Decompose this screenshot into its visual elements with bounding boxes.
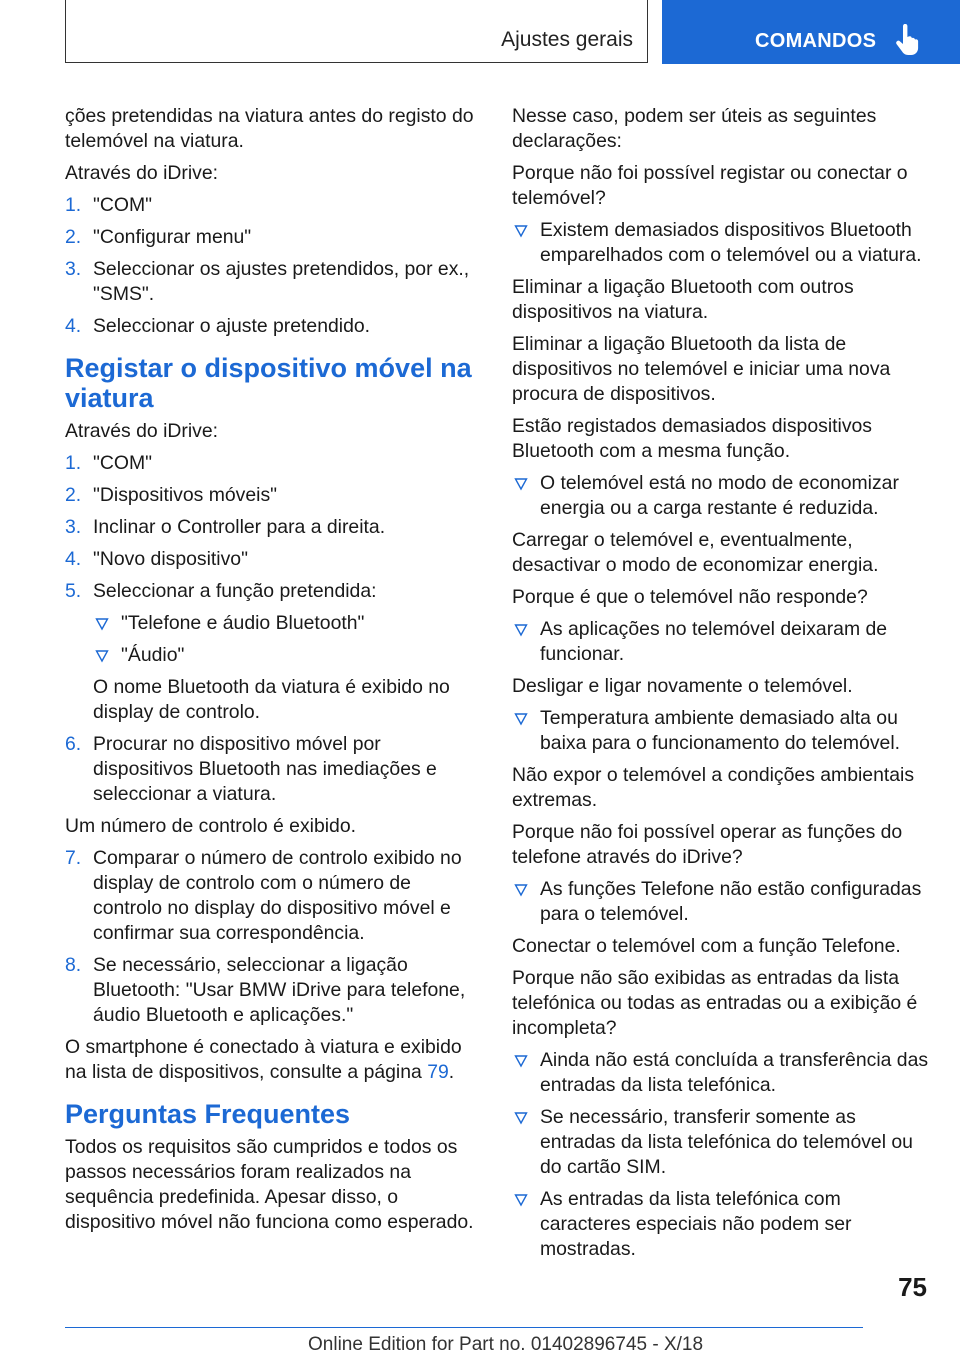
list-item [65,515,483,540]
step-text: Seleccionar a função pretendida: [93,580,377,602]
list-item [65,314,483,339]
step5-options [93,611,483,725]
step-number: 8. [65,954,82,976]
step-note: Um número de controlo é exibido. [65,815,357,837]
triangle-bullet-icon [514,712,528,726]
list-item [65,732,483,807]
chapter-tab [662,0,960,64]
list-item [512,706,930,756]
list-item [65,547,483,572]
step-text: Seleccionar o ajuste pretendido. [93,315,371,337]
intro-paragraph: ções pretendidas na viatura antes do registo do telemóvel na viatura. [65,105,474,152]
section-title: Ajustes gerais [501,28,633,51]
step-text: Comparar o número de controlo exibido no display de controlo com o número de controlo no display do dispositivo móvel e confirmar sua correspondência. [93,847,462,944]
step-text: Procurar no dispositivo móvel por dispositivos Bluetooth nas imediações e seleccionar a viatura. [93,733,437,805]
step-number: 4. [65,548,82,570]
faq-question: Porque não foi possível operar as funções do telefone através do iDrive? [512,821,903,868]
cause-text: Ainda não está concluída a transferência das entradas da lista telefónica. [540,1049,929,1096]
footer-divider [65,1327,863,1328]
list-item [512,877,930,927]
list-item [65,846,483,946]
triangle-bullet-icon [514,623,528,637]
connected-paragraph [65,1035,483,1085]
list-item [65,451,483,476]
cause-text: As aplicações no telemóvel deixaram de funcionar. [540,618,888,665]
remedy-text: Eliminar a ligação Bluetooth da lista de dispositivos no telemóvel e iniciar uma nova procura de dispositivos. [512,333,891,405]
cause-text: Existem demasiados dispositivos Bluetooth emparelhados com o telemóvel ou a viatura. [540,219,922,266]
page-reference-link[interactable]: 79 [427,1061,449,1083]
remedy-text: Não expor o telemóvel a condições ambientais extremas. [512,764,915,811]
step-number: 5. [65,580,82,602]
page-number: 75 [898,1272,927,1302]
step-text: Inclinar o Controller para a direita. [93,516,386,538]
step-number: 6. [65,733,82,755]
remedy-text: Desligar e ligar novamente o telemóvel. [512,675,853,697]
option-text: "Telefone e áudio Bluetooth" [121,612,365,634]
section-heading-register: Registar o dispositivo móvel na viatura [65,353,472,413]
remedy-text: Eliminar a ligação Bluetooth com outros dispositivos na viatura. [512,276,854,323]
triangle-bullet-icon [95,617,109,631]
chapter-tab-label: COMANDOS [755,30,877,52]
faq-question: Porque não foi possível registar ou conectar o telemóvel? [512,162,908,209]
list-item [65,579,483,604]
step-text: "COM" [93,452,153,474]
list-item [65,193,483,218]
list-item [512,218,930,268]
step-number: 1. [65,194,82,216]
list-item [512,1187,930,1262]
cause-text: As entradas da lista telefónica com caracteres especiais não podem ser mostradas. [540,1188,852,1260]
step-text: Se necessário, seleccionar a ligação Bluetooth: "Usar BMW iDrive para telefone, áudio Bluetooth e aplicações." [93,954,466,1026]
triangle-bullet-icon [514,1111,528,1125]
cause-text: O telemóvel está no modo de economizar energia ou a carga restante é reduzida. [540,472,899,519]
via-idrive-label: Através do iDrive: [65,420,219,442]
header-box [65,0,648,63]
cause-text: Se necessário, transferir somente as entradas da lista telefónica do telemóvel ou do cartão SIM. [540,1106,913,1178]
hand-pointer-icon [894,24,920,56]
step-number: 3. [65,516,82,538]
triangle-bullet-icon [514,477,528,491]
step-text: "Configurar menu" [93,226,252,248]
list-item [65,953,483,1028]
step-text: "COM" [93,194,153,216]
step-number: 2. [65,484,82,506]
triangle-bullet-icon [514,1054,528,1068]
connected-text: O smartphone é conectado à viatura e exibido na lista de dispositivos, consulte a página [65,1036,462,1083]
list-item [93,611,483,636]
cause-text: Temperatura ambiente demasiado alta ou baixa para o funcionamento do telemóvel. [540,707,901,754]
section-heading-faq: Perguntas Frequentes [65,1099,351,1129]
step-text: Seleccionar os ajustes pretendidos, por ex., "SMS". [93,258,470,305]
list-item [512,471,930,521]
step-text: "Dispositivos móveis" [93,484,278,506]
step-number: 4. [65,315,82,337]
faq-question: Porque é que o telemóvel não responde? [512,586,868,608]
triangle-bullet-icon [514,883,528,897]
footer-edition: Online Edition for Part no. 01402896745 - X/18 [308,1334,704,1355]
remedy-text: Conectar o telemóvel com a função Telefone. [512,935,901,957]
list-item [65,257,483,307]
list-item [93,643,483,668]
faq-intro: Todos os requisitos são cumpridos e todos os passos necessários foram realizados na sequência predefinida. Apesar disso, o dispositivo móvel não funciona como esperado. [65,1136,474,1233]
step-number: 1. [65,452,82,474]
left-column [65,104,483,1242]
triangle-bullet-icon [514,224,528,238]
triangle-bullet-icon [514,1193,528,1207]
cause-text: As funções Telefone não estão configuradas para o telemóvel. [540,878,922,925]
option-text: "Áudio" [121,644,185,666]
step-number: 7. [65,847,82,869]
right-column [512,104,930,1269]
list-item [65,483,483,508]
faq-question: Porque não são exibidas as entradas da lista telefónica ou todas as entradas ou a exibição é incompleta? [512,967,918,1039]
step-number: 2. [65,226,82,248]
via-idrive-label: Através do iDrive: [65,162,219,184]
list-item [512,617,930,667]
triangle-bullet-icon [95,649,109,663]
connected-end: . [448,1061,455,1083]
step-note: O nome Bluetooth da viatura é exibido no display de controlo. [93,676,450,723]
remedy-text: Estão registados demasiados dispositivos Bluetooth com a mesma função. [512,415,872,462]
list-item [65,225,483,250]
list-item [512,1048,930,1098]
step-text: "Novo dispositivo" [93,548,248,570]
intro-paragraph: Nesse caso, podem ser úteis as seguintes declarações: [512,105,877,152]
list-item [512,1105,930,1180]
remedy-text: Carregar o telemóvel e, eventualmente, desactivar o modo de economizar energia. [512,529,879,576]
step-number: 3. [65,258,82,280]
